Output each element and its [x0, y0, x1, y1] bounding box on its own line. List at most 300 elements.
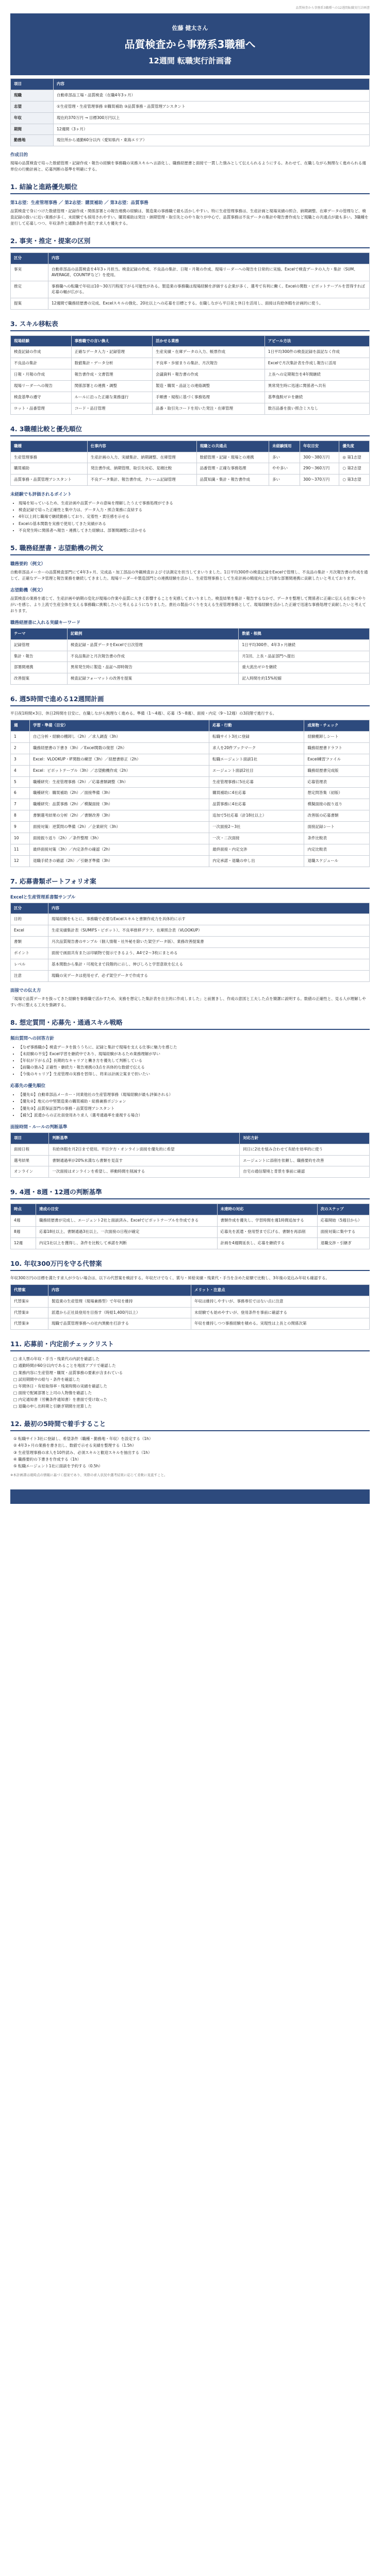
subsection-heading: 面接での伝え方: [10, 988, 41, 993]
list-item: • 【なぜ事務職か】検査データを扱ううちに、記録と集計で現場を支える仕事に魅力を感じた: [19, 1044, 370, 1050]
cell: Excel: [11, 925, 48, 937]
cell: ルールに沿った正確な業務遂行: [71, 392, 152, 403]
cell: 計画を4週間延長し、応募を継続する: [217, 1238, 317, 1249]
cell: 面接記録シート: [304, 822, 370, 833]
cell: Excelで月次集計表を作成し報告に活用: [265, 358, 369, 369]
subsection-heading: 頻出質問への回答方針: [10, 1036, 55, 1041]
cell: 現職の実データは使用せず、必ず架空データで作成する: [48, 970, 370, 981]
cell: 代替案②: [11, 1307, 48, 1318]
table-row: [11, 1215, 370, 1227]
table-row: [11, 799, 370, 810]
cell: 経験棚卸しシート: [304, 732, 370, 743]
cell: 年収: [11, 112, 54, 124]
cell: 面接日程: [11, 1144, 49, 1155]
interview-rule-table: [10, 1132, 370, 1178]
table-row: [11, 1166, 370, 1178]
cell: 注意: [11, 970, 48, 981]
col-header: 判断基準: [49, 1132, 240, 1144]
section-heading: 5. 職務経歴書・志望動機の例文: [10, 543, 370, 555]
cell: 有給休暇を月2日まで使用。平日夕方・オンライン面接を優先的に希望: [49, 1144, 240, 1155]
table-row: [11, 970, 370, 981]
first-steps-list: [10, 1435, 370, 1469]
table-row: [11, 1227, 370, 1238]
cell: 正確なデータ入力・記録管理: [71, 347, 152, 358]
cell: 現場リーダーへの報告: [11, 381, 72, 392]
section-heading: 1. 結論と進路優先順位: [10, 182, 370, 194]
table-row: [11, 403, 370, 414]
table-row: [11, 135, 370, 146]
table-row: [11, 452, 370, 463]
cell: 記入時間を約15%短縮: [239, 673, 370, 685]
list-item: • 【優先③】品質保証部門の事務・品質管理アシスタント: [19, 1105, 370, 1112]
checklist-item: □ 求人票の年収・手当・残業代の内訳を確認した: [13, 1357, 100, 1362]
section-text: 「現場で品質データを扱ってきた経験を事務職で活かすため、実務を想定した集計表を自主的に作成しました」と前置きし、作成の意図と工夫した点を簡潔に説明する。数値の正確性と、見る人が理解しやすい形に整える工夫を強調する。: [10, 996, 366, 1007]
table-row: [11, 822, 370, 833]
cell: 不良データ集計、報告書作成、クレーム記録管理: [87, 474, 196, 486]
col-header: 活かせる業務: [153, 335, 265, 347]
table-row: [11, 264, 370, 281]
col-header: 区分: [11, 903, 48, 914]
list-item: • 4年以上同じ職場で継続勤務しており、定着性・責任感を示せる: [19, 513, 370, 520]
list-item: • 【今後のキャリア】生産管理の実務を習得し、将来は計画立案まで担いたい: [19, 1071, 370, 1077]
fact-table: [10, 252, 370, 309]
cell: 現在約370万円 → 目標300万円以上: [54, 112, 370, 124]
subsection-heading: Excelと生産管理系書類サンプル: [10, 894, 76, 900]
cell: オンライン: [11, 1166, 49, 1178]
cell: 自動車部品工場・品質検査（在職4年3ヶ月）: [54, 90, 370, 101]
cell: 職種研究：品質事務（2h）／模擬面接（3h）: [30, 799, 209, 810]
cell: 転職サイト3社に登録: [209, 732, 304, 743]
table-row: [11, 1296, 370, 1307]
cell: 面接対策に集中する: [317, 1227, 369, 1238]
cell: 目的: [11, 914, 48, 925]
cell: 想定問答集（初版）: [304, 788, 370, 799]
keyword-table: [10, 628, 370, 685]
table-row: [11, 101, 370, 112]
skill-table: [10, 335, 370, 415]
cell: 300〜380万円: [300, 452, 339, 463]
table-row: [11, 788, 370, 799]
cell: 8週: [11, 1227, 36, 1238]
section-heading: 6. 週5時間で進める12週間計画: [10, 694, 370, 706]
cell: 職務経歴書が完成し、エージェント2社と面談済み。Excelでピボットテーブルを作成できる: [36, 1215, 218, 1227]
cell: 生産計画の入力、実績集計、納期調整、在庫管理: [87, 452, 196, 463]
cell: 書類作成を優先し、学習時間を週1時間追加する: [217, 1215, 317, 1227]
table-row: [11, 833, 370, 844]
cell: 品質知識・集計・報告書作成: [196, 474, 269, 486]
table-row: [11, 347, 370, 358]
cell: 一次・二次面接: [209, 833, 304, 844]
cell: 一次面接はオンラインを希望し、移動時間を削減する: [49, 1166, 240, 1178]
table-row: [11, 90, 370, 101]
table-row: [11, 474, 370, 486]
cell: 職務経歴書完成版: [304, 765, 370, 776]
cell: 追加で5社応募（計18社以上）: [209, 810, 304, 822]
col-header: 区分: [11, 253, 48, 264]
cell: 多い: [269, 474, 300, 486]
cell: 勤務地: [11, 135, 54, 146]
cell: 上長への定期報告を4年間継続: [265, 369, 369, 381]
checklist-item: □ 通勤時間が60分以内であることを地図アプリで確認した: [13, 1363, 116, 1368]
table-row: [11, 1155, 370, 1166]
cell: 改善提案: [11, 673, 68, 685]
table-row: [11, 937, 370, 948]
table-row: [11, 639, 370, 651]
table-row: [11, 776, 370, 788]
table-row: [11, 765, 370, 776]
checklist-item: □ 退職の申し出時期と引継ぎ期間を逆算した: [13, 1404, 92, 1409]
cell: 3: [11, 754, 30, 765]
cell: 4週: [11, 1215, 36, 1227]
cell: 未経験でも始めやすいが、登用条件を事前に確認する: [191, 1307, 369, 1318]
page-title: 品質検査から事務系3職種へ: [124, 38, 256, 50]
col-header: 事務職での言い換え: [71, 335, 152, 347]
cell: 事務職への転職で年収は10〜30万円程度下がる可能性がある。製造業の事務職は現場経験を評価する企業が多く、選考で有利に働く。Excelの関数・ピボットテーブルを習得すれば応募の幅が広がる。: [48, 281, 370, 298]
table-row: [11, 662, 370, 673]
cell: ①生産管理・生産管理事務 ②購買補助 ③品質事務・品質管理アシスタント: [54, 101, 370, 112]
cell: 生産管理事務: [11, 452, 88, 463]
list-item: • 【優先②】地元の中堅製造業の購買補助・総務兼務ポジション: [19, 1098, 370, 1105]
table-row: [11, 742, 370, 754]
cell: 応募18社以上、書類通過3社以上、一次面接の日程が確定: [36, 1227, 218, 1238]
cell: 応募開始（5週目から）: [317, 1215, 369, 1227]
person-name: 佐藤 健太さん: [172, 25, 208, 31]
cell: Excel：ピボットテーブル（3h）／志望動機作成（2h）: [30, 765, 209, 776]
cell: 志望: [11, 101, 54, 112]
cell: 条件比較表: [304, 833, 370, 844]
cell: 応募管理表: [304, 776, 370, 788]
col-header: 項目: [11, 1132, 49, 1144]
col-header: 仕事内容: [87, 440, 196, 452]
cell: レベル: [11, 959, 48, 970]
table-row: [11, 754, 370, 765]
table-row: [11, 381, 370, 392]
list-item: • 検査記録で培った正確性と集中力は、データ入力・照合業務に直結する: [19, 506, 370, 513]
table-row: [11, 298, 370, 309]
cell: 品質事務に4社応募: [209, 799, 304, 810]
list-item: • 【未経験の不安】Excel学習を継続中であり、現場経験があるため業務理解が早い: [19, 1050, 370, 1057]
table-row: [11, 369, 370, 381]
table-row: [11, 1307, 370, 1318]
section-heading: 2. 事実・推定・提案の区別: [10, 236, 370, 248]
cell: 製造業の生産管理（現場兼務型）で年収を維持: [48, 1296, 191, 1307]
table-row: [11, 914, 370, 925]
cell: 応募先を派遣・登用型まで広げる、書類を再添削: [217, 1227, 317, 1238]
cell: 最終面接対策（3h）／内定条件の確認（2h）: [30, 844, 209, 855]
cell: 8: [11, 810, 30, 822]
cell: 退職手続きの確認（2h）／引継ぎ準備（3h）: [30, 855, 209, 867]
cell: 現職: [11, 90, 54, 101]
purpose-text: 現場の品質検査で培った数値管理・記録作成・報告の経験を事務職の実務スキルへ言語化し、職務経歴書と面接で一貫した強みとして伝えられるようにする。あわせて、在職しながら無理なく進められる週単位の行動計画と、応募判断の基準を明確にする。: [10, 161, 366, 172]
cell: 手順書・規程に基づく事務処理: [153, 392, 265, 403]
footer-bar: [10, 1489, 370, 1504]
checklist-item: □ 年間休日・有給取得率・残業時間の実績を確認した: [13, 1383, 107, 1388]
cell: 6: [11, 788, 30, 799]
cell: Excel練習ファイル: [304, 754, 370, 765]
cell: 現場経験をもとに、事務職で必要なExcelスキルと書類作成力を具体的に示す: [48, 914, 370, 925]
cell: 退職交渉・引継ぎ: [317, 1238, 369, 1249]
cell: 年収は維持しやすいが、事務専任ではない点に注意: [191, 1296, 369, 1307]
footnote: ※本計画書は現時点の情報に基づく提案であり、実際の求人状況や選考結果に応じて柔軟に見直すこと。: [10, 1472, 168, 1477]
cell: 12週間（3ヶ月）: [54, 124, 370, 135]
question-list: [10, 1044, 370, 1078]
col-header: 時点: [11, 1204, 36, 1215]
plan-document: [10, 0, 370, 1504]
cell: 290〜360万円: [300, 463, 339, 474]
col-header: 内容: [54, 79, 370, 90]
cell: 品質事務・品質管理アシスタント: [11, 474, 88, 486]
section-heading: 10. 年収300万円を守る代替案: [10, 1259, 370, 1271]
cell: 記録管理: [11, 639, 68, 651]
list-item: • 不良発生時に関係者へ報告・連携してきた経験は、部署間調整に活かせる: [19, 527, 370, 534]
section-heading: 4. 3職種比較と優先順位: [10, 424, 370, 436]
list-item: ⑤ 転職エージェント1社に面談を予約する（0.5h）: [13, 1463, 103, 1468]
table-row: [11, 948, 370, 959]
cell: 内定比較表: [304, 844, 370, 855]
checklist: [10, 1355, 370, 1410]
col-header: 対応方針: [240, 1132, 370, 1144]
portfolio-table: [10, 903, 370, 982]
cell: 数値管理・記録・現場との連携: [196, 452, 269, 463]
table-row: [11, 959, 370, 970]
cell: 求人を20件ブックマーク: [209, 742, 304, 754]
section-text: 年収300万円の目標を満たす求人が少ない場合は、以下の代替案を検討する。年収だけでなく、賞与・昇給実績・残業代・手当を含めた総額で比較し、3年後の見込み年収も確認する。: [10, 1275, 329, 1280]
table-row: [11, 124, 370, 135]
purpose-heading: 作成目的: [10, 152, 28, 158]
cell: 書類通過率が20%未満なら書類を見直す: [49, 1155, 240, 1166]
cell: 2: [11, 742, 30, 754]
cell: 同日に2社を組み合わせて有給を効率的に使う: [240, 1144, 370, 1155]
cell: 4: [11, 765, 30, 776]
section-text: 品質検査で身につけた数値管理・記録作成・関係部署との報告連携の経験は、製造業の事務職で最も活かしやすい。特に生産管理事務は、生産計画と現場実績の照合、納期調整、在庫データの管理など、検査記録の扱いに近い業務が多く、未経験でも採用されやすい。購買補助は発注・納期管理・取引先とのやり取りが中心で、品質事務は不良データの集計や報告書作成など現職との共通点が最も多い。3職種を並行して応募しつつ、年収条件と通勤条件を満たす求人を優先する。: [10, 209, 369, 226]
col-header: 内容: [48, 1284, 191, 1296]
cell: 事実: [11, 264, 48, 281]
cell: 退職スケジュール: [304, 855, 370, 867]
cell: 派遣から正社員登用を目指す（時給1,400円以上）: [48, 1307, 191, 1318]
col-header: 成果物・チェック: [304, 720, 370, 732]
cell: 面接で画面共有または印刷物で提示できるよう、A4で2〜3枚にまとめる: [48, 948, 370, 959]
cell: 内定1社以上を獲得し、条件を比較して承諾を判断: [36, 1238, 218, 1249]
priority-line: 第1志望：生産管理事務 ／ 第2志望：購買補助 ／ 第3志望：品質事務: [10, 200, 148, 206]
col-header: メリット・注意点: [191, 1284, 369, 1296]
cell: 検査基準の遵守: [11, 392, 72, 403]
cell: 検査記録・品質データをExcelで日次管理: [67, 639, 238, 651]
cell: 生産実績・在庫データの入力、帳票作成: [153, 347, 265, 358]
cell: 職種研究：生産管理事務（2h）／応募書類調整（3h）: [30, 776, 209, 788]
col-header: 次のステップ: [317, 1204, 369, 1215]
cell: 不良品の集計: [11, 358, 72, 369]
table-row: [11, 673, 370, 685]
title-banner: [10, 13, 370, 75]
col-header: 項目: [11, 79, 54, 90]
cell: エージェントに添削を依頼し、職務要約を改善: [240, 1155, 370, 1166]
cell: 自動車部品の品質検査を4年3ヶ月担当。検査記録の作成、不良品の集計、日報・月報の作成、現場リーダーへの報告を日常的に実施。Excelで検査データの入力・集計（SUM、AVERAGE、COUNTIFなど）を使用。: [48, 264, 370, 281]
col-header: 応募・行動: [209, 720, 304, 732]
table-row: [11, 392, 370, 403]
cell: 不良品集計と月次報告書の作成: [67, 651, 238, 662]
cell: 職務経歴書の下書き（3h）／Excel関数の復習（2h）: [30, 742, 209, 754]
cell: ○ 第3志望: [339, 474, 370, 486]
cell: 現職で品質管理事務への社内異動を打診する: [48, 1318, 191, 1330]
cell: 12: [11, 855, 30, 867]
profile-table: [10, 78, 370, 146]
table-row: [11, 358, 370, 369]
col-header: 記載例: [67, 628, 238, 639]
cell: 転職エージェント面談1社: [209, 754, 304, 765]
cell: 月次品質報告書のサンプル（個人情報・社外秘を除いた架空データ版）、業務改善提案書: [48, 937, 370, 948]
table-row: [11, 1238, 370, 1249]
table-row: [11, 281, 370, 298]
cell: 面接振り返り（2h）／条件整理（3h）: [30, 833, 209, 844]
cell: 職務経歴書ドラフト: [304, 742, 370, 754]
cell: 1日平均300件、4年3ヶ月継続: [239, 639, 370, 651]
col-header: 現場経験: [11, 335, 72, 347]
col-header: 優先度: [339, 440, 370, 452]
milestone-table: [10, 1204, 370, 1249]
cell: 購買補助: [11, 463, 88, 474]
col-header: 内容: [48, 903, 370, 914]
table-row: [11, 855, 370, 867]
cell: 代替案③: [11, 1318, 48, 1330]
list-item: • 現場を知っているため、生産計画や品質データの意味を理解したうえで事務処理ができる: [19, 500, 370, 506]
cell: 異常発生時に製造・品証へ即時報告: [67, 662, 238, 673]
cell: 年収を維持しつつ事務経験を積める。実現性は上長との関係次第: [191, 1318, 369, 1330]
cell: 日報・月報の作成: [11, 369, 72, 381]
list-item: ④ 職務要約の下書きを作成する（1h）: [13, 1456, 81, 1462]
cell: 提案: [11, 298, 48, 309]
table-row: [11, 732, 370, 743]
cell: 購買補助に4社応募: [209, 788, 304, 799]
col-header: 数値・根拠: [239, 628, 370, 639]
cell: 10: [11, 833, 30, 844]
col-header: 現職との共通点: [196, 440, 269, 452]
cell: 集計・報告: [11, 651, 68, 662]
cell: 代替案①: [11, 1296, 48, 1307]
cell: 検査記録フォーマットの改善を提案: [67, 673, 238, 685]
table-row: [11, 1318, 370, 1330]
subsection-heading: 志望動機（例文）: [10, 587, 46, 593]
cell: 7: [11, 799, 30, 810]
cell: 部署間連携: [11, 662, 68, 673]
list-item: ① 転職サイト3社に登録し、希望条件（職種・勤務地・年収）を設定する（1h）: [13, 1436, 153, 1442]
col-header: アピール方法: [265, 335, 369, 347]
table-row: [11, 463, 370, 474]
col-header: 未達時の対応: [217, 1204, 317, 1215]
col-header: 達成の目安: [36, 1204, 218, 1215]
cell: 基準逸脱ゼロを継続: [265, 392, 369, 403]
list-item: • 【前職の強み】正確性・継続力・報告連携の3点を具体的な数値で伝える: [19, 1064, 370, 1071]
cell: 現住所から通勤60分以内（愛知県内・東海エリア）: [54, 135, 370, 146]
subsection-heading: 職務経歴書に入れる実績キーワード: [10, 620, 81, 625]
cell: ポイント: [11, 948, 48, 959]
col-header: テーマ: [11, 628, 68, 639]
table-row: [11, 810, 370, 822]
cell: 最終面接・内定交渉: [209, 844, 304, 855]
table-row: [11, 112, 370, 124]
cell: 会議資料・報告書の作成: [153, 369, 265, 381]
page-subtitle: 12週間 転職実行計画書: [148, 56, 232, 65]
cell: 11: [11, 844, 30, 855]
cell: 発注書作成、納期管理、取引先対応、見積比較: [87, 463, 196, 474]
cell: 9: [11, 822, 30, 833]
section-heading: 12. 最初の5時間で着手すること: [10, 1419, 370, 1431]
cell: 1日平均300件の検査記録を誤記なく作成: [265, 347, 369, 358]
cell: エージェント面談2社目: [209, 765, 304, 776]
cell: 品番管理・正確な事務処理: [196, 463, 269, 474]
strength-list: [10, 500, 370, 534]
cell: 12週間で職務経歴書の完成、Excelスキルの強化、20社以上への応募を目標とする。在職しながら平日夜と休日を活用し、面接は有給休暇を計画的に使う。: [48, 298, 370, 309]
cell: 検査記録の作成: [11, 347, 72, 358]
list-item: • 【補欠】派遣からの正社員登用あり求人（選考通過率を重視する場合）: [19, 1112, 370, 1118]
checklist-item: □ 内定通知書（労働条件通知書）を書面で受け取った: [13, 1397, 107, 1402]
subsection-heading: 応募先の優先順位: [10, 1083, 46, 1089]
cell: 生産管理事務に5社応募: [209, 776, 304, 788]
cell: 推定: [11, 281, 48, 298]
cell: ロット・品番管理: [11, 403, 72, 414]
cell: 5: [11, 776, 30, 788]
cell: 書類選考結果の分析（2h）／書類改善（3h）: [30, 810, 209, 822]
cell: 製造・購買・品証との連絡調整: [153, 381, 265, 392]
list-item: • 【優先①】自動車部品メーカー・同業他社の生産管理事務（現場経験が最も評価される）: [19, 1091, 370, 1098]
cell: 数百品番を扱い照合ミスなし: [265, 403, 369, 414]
checklist-item: □ 試用期間中の給与・条件を確認した: [13, 1377, 80, 1382]
summary-text: 自動車部品メーカーの品質検査部門にて4年3ヶ月、完成品・加工部品の外観検査および寸法測定を担当してまいりました。1日平均300件の検査記録をExcelで管理し、不良品の集計・月次報告書の作成を通じて、正確なデータ管理と報告業務を継続してきました。現場リーダーや製造部門との連携経験を活かし、生産管理事務として生産計画の精度向上と円滑な部署間連携に貢献したいと考えております。: [10, 569, 368, 581]
section-heading: 11. 応募前・内定前チェックリスト: [10, 1339, 370, 1351]
cell: 改善版の応募書類: [304, 810, 370, 822]
col-header: 代替案: [11, 1284, 48, 1296]
alternative-table: [10, 1284, 370, 1330]
cell: コード・品目管理: [71, 403, 152, 414]
company-list: [10, 1091, 370, 1118]
cell: 異常発生時に迅速に関係者へ共有: [265, 381, 369, 392]
section-text: 平日夜1時間×3日、休日2時間を目安に、在職しながら無理なく進める。準備（1〜4週）、応募（5〜8週）、面接・内定（9〜12週）の3段階で進行する。: [10, 711, 277, 716]
cell: やや多い: [269, 463, 300, 474]
list-item: • Excelの基本関数を実務で使用してきた実績がある: [19, 520, 370, 527]
cell: 報告書作成・文書管理: [71, 369, 152, 381]
col-header: 未経験採用: [269, 440, 300, 452]
cell: 生産実績集計表（SUMIFS・ピボット）、不良率推移グラフ、在庫照合表（VLOOKUP）: [48, 925, 370, 937]
checklist-item: □ 業務内容に生産管理・購買・品質事務の要素が含まれている: [13, 1370, 123, 1375]
cell: 基本関数から集計・可視化まで段階的に示し、伸びしろと学習意欲を伝える: [48, 959, 370, 970]
table-row: [11, 1144, 370, 1155]
subsection-heading: 職務要約（例文）: [10, 561, 46, 567]
cell: 書類: [11, 937, 48, 948]
cell: 多い: [269, 452, 300, 463]
motive-text: 品質検査の業務を通じて、生産計画や納期の変化が現場の作業や品質に大きく影響することを実感してまいりました。検査結果を集計・報告するなかで、データを整理して関係者に正確に伝える仕事にやりがいを感じ、より上流で生産全体を支える事務職に挑戦したいと考えるようになりました。貴社の製品づくりを支える生産管理事務として、現場経験を活かした正確で迅速な事務処理で貢献したいと考えております。: [10, 596, 366, 613]
header-note: 品質検査から事務系3職種への12週間転職実行計画書: [295, 6, 370, 10]
cell: 重大流出ゼロを継続: [239, 662, 370, 673]
cell: 1: [11, 732, 30, 743]
list-item: • 【年収が下がる点】長期的なキャリアと働き方を優先して判断している: [19, 1057, 370, 1064]
cell: 自宅の通信環境と背景を事前に確認: [240, 1166, 370, 1178]
col-header: 内容: [48, 253, 370, 264]
cell: 一次面接2〜3社: [209, 822, 304, 833]
cell: 月1回、上長・品証部門へ提出: [239, 651, 370, 662]
cell: ○ 第2志望: [339, 463, 370, 474]
cell: ◎ 第1志望: [339, 452, 370, 463]
cell: 不良率・歩留まりの集計、月次報告: [153, 358, 265, 369]
weekly-plan-table: [10, 720, 370, 867]
subsection-heading: 未経験でも評価されるポイント: [10, 492, 72, 498]
col-header: 学習・準備（目安）: [30, 720, 209, 732]
cell: 模擬面接の振り返り: [304, 799, 370, 810]
table-row: [11, 651, 370, 662]
section-heading: 7. 応募書類ポートフォリオ案: [10, 876, 370, 889]
cell: 関係部署との連携・調整: [71, 381, 152, 392]
list-item: ③ 生産管理事務の求人を10件読み、必須スキルと歓迎スキルを抽出する（1h）: [13, 1450, 152, 1455]
list-item: ② 4年3ヶ月の業務を書き出し、数値で示せる実績を整理する（1.5h）: [13, 1443, 136, 1448]
cell: 数値集計・データ分析: [71, 358, 152, 369]
